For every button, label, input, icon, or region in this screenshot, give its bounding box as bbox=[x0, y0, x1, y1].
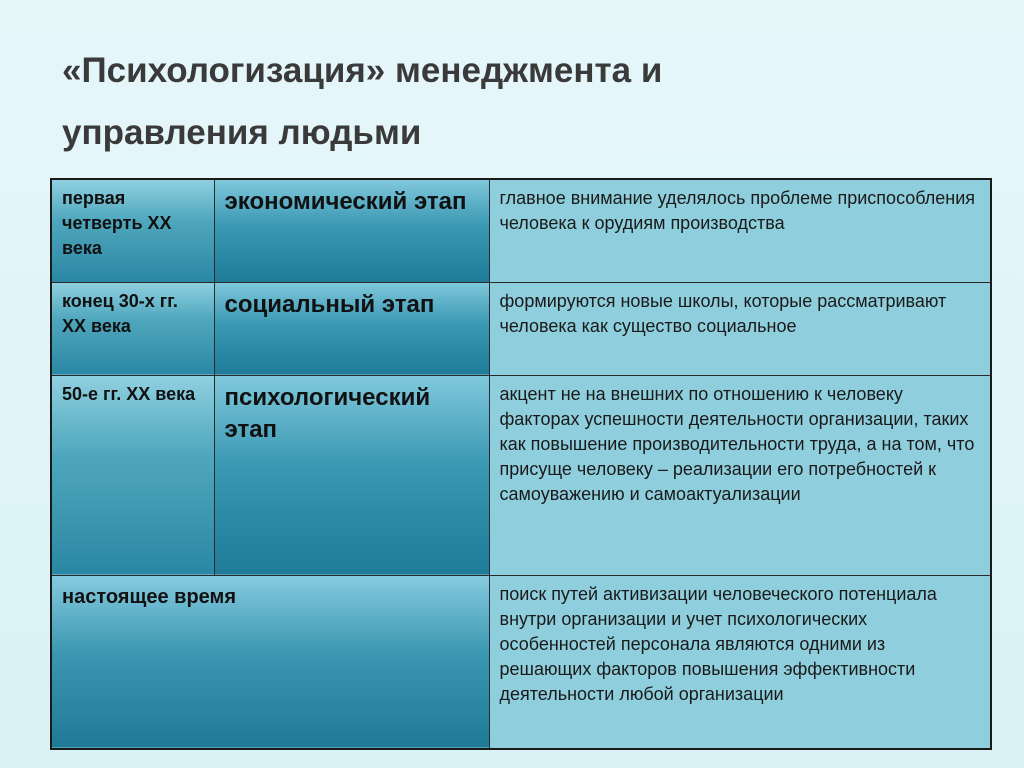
table-row bbox=[51, 282, 991, 375]
period-cell: конец 30-х гг. XX века bbox=[51, 282, 214, 375]
period-cell: первая четверть XX века bbox=[51, 179, 214, 282]
table-row bbox=[51, 575, 991, 749]
stage-cell: социальный этап bbox=[214, 282, 489, 375]
period-cell: настоящее время bbox=[51, 575, 489, 749]
description-cell: главное внимание уделялось проблеме приспособления человека к орудиям производства bbox=[489, 179, 991, 282]
description-cell: формируются новые школы, которые рассматривают человека как существо социальное bbox=[489, 282, 991, 375]
period-cell: 50-е гг. XX века bbox=[51, 375, 214, 575]
table-row bbox=[51, 179, 991, 282]
title-line-2: управления людьми bbox=[62, 113, 422, 152]
stages-table bbox=[50, 178, 992, 750]
description-cell: поиск путей активизации человеческого потенциала внутри организации и учет психологических особенностей персонала являются одними из решающих факторов повышения эффективности деятельности любой организации bbox=[489, 575, 991, 749]
title-line-1: «Психологизация» менеджмента и bbox=[62, 51, 663, 90]
stage-cell: психологический этап bbox=[214, 375, 489, 575]
slide-title bbox=[62, 40, 962, 164]
stage-cell: экономический этап bbox=[214, 179, 489, 282]
table-row bbox=[51, 375, 991, 575]
description-cell: акцент не на внешних по отношению к человеку факторах успешности деятельности организации, таких как повышение производительности труда, а на том, что присуще человеку – реализации его потребностей к самоуважению и самоактуализации bbox=[489, 375, 991, 575]
